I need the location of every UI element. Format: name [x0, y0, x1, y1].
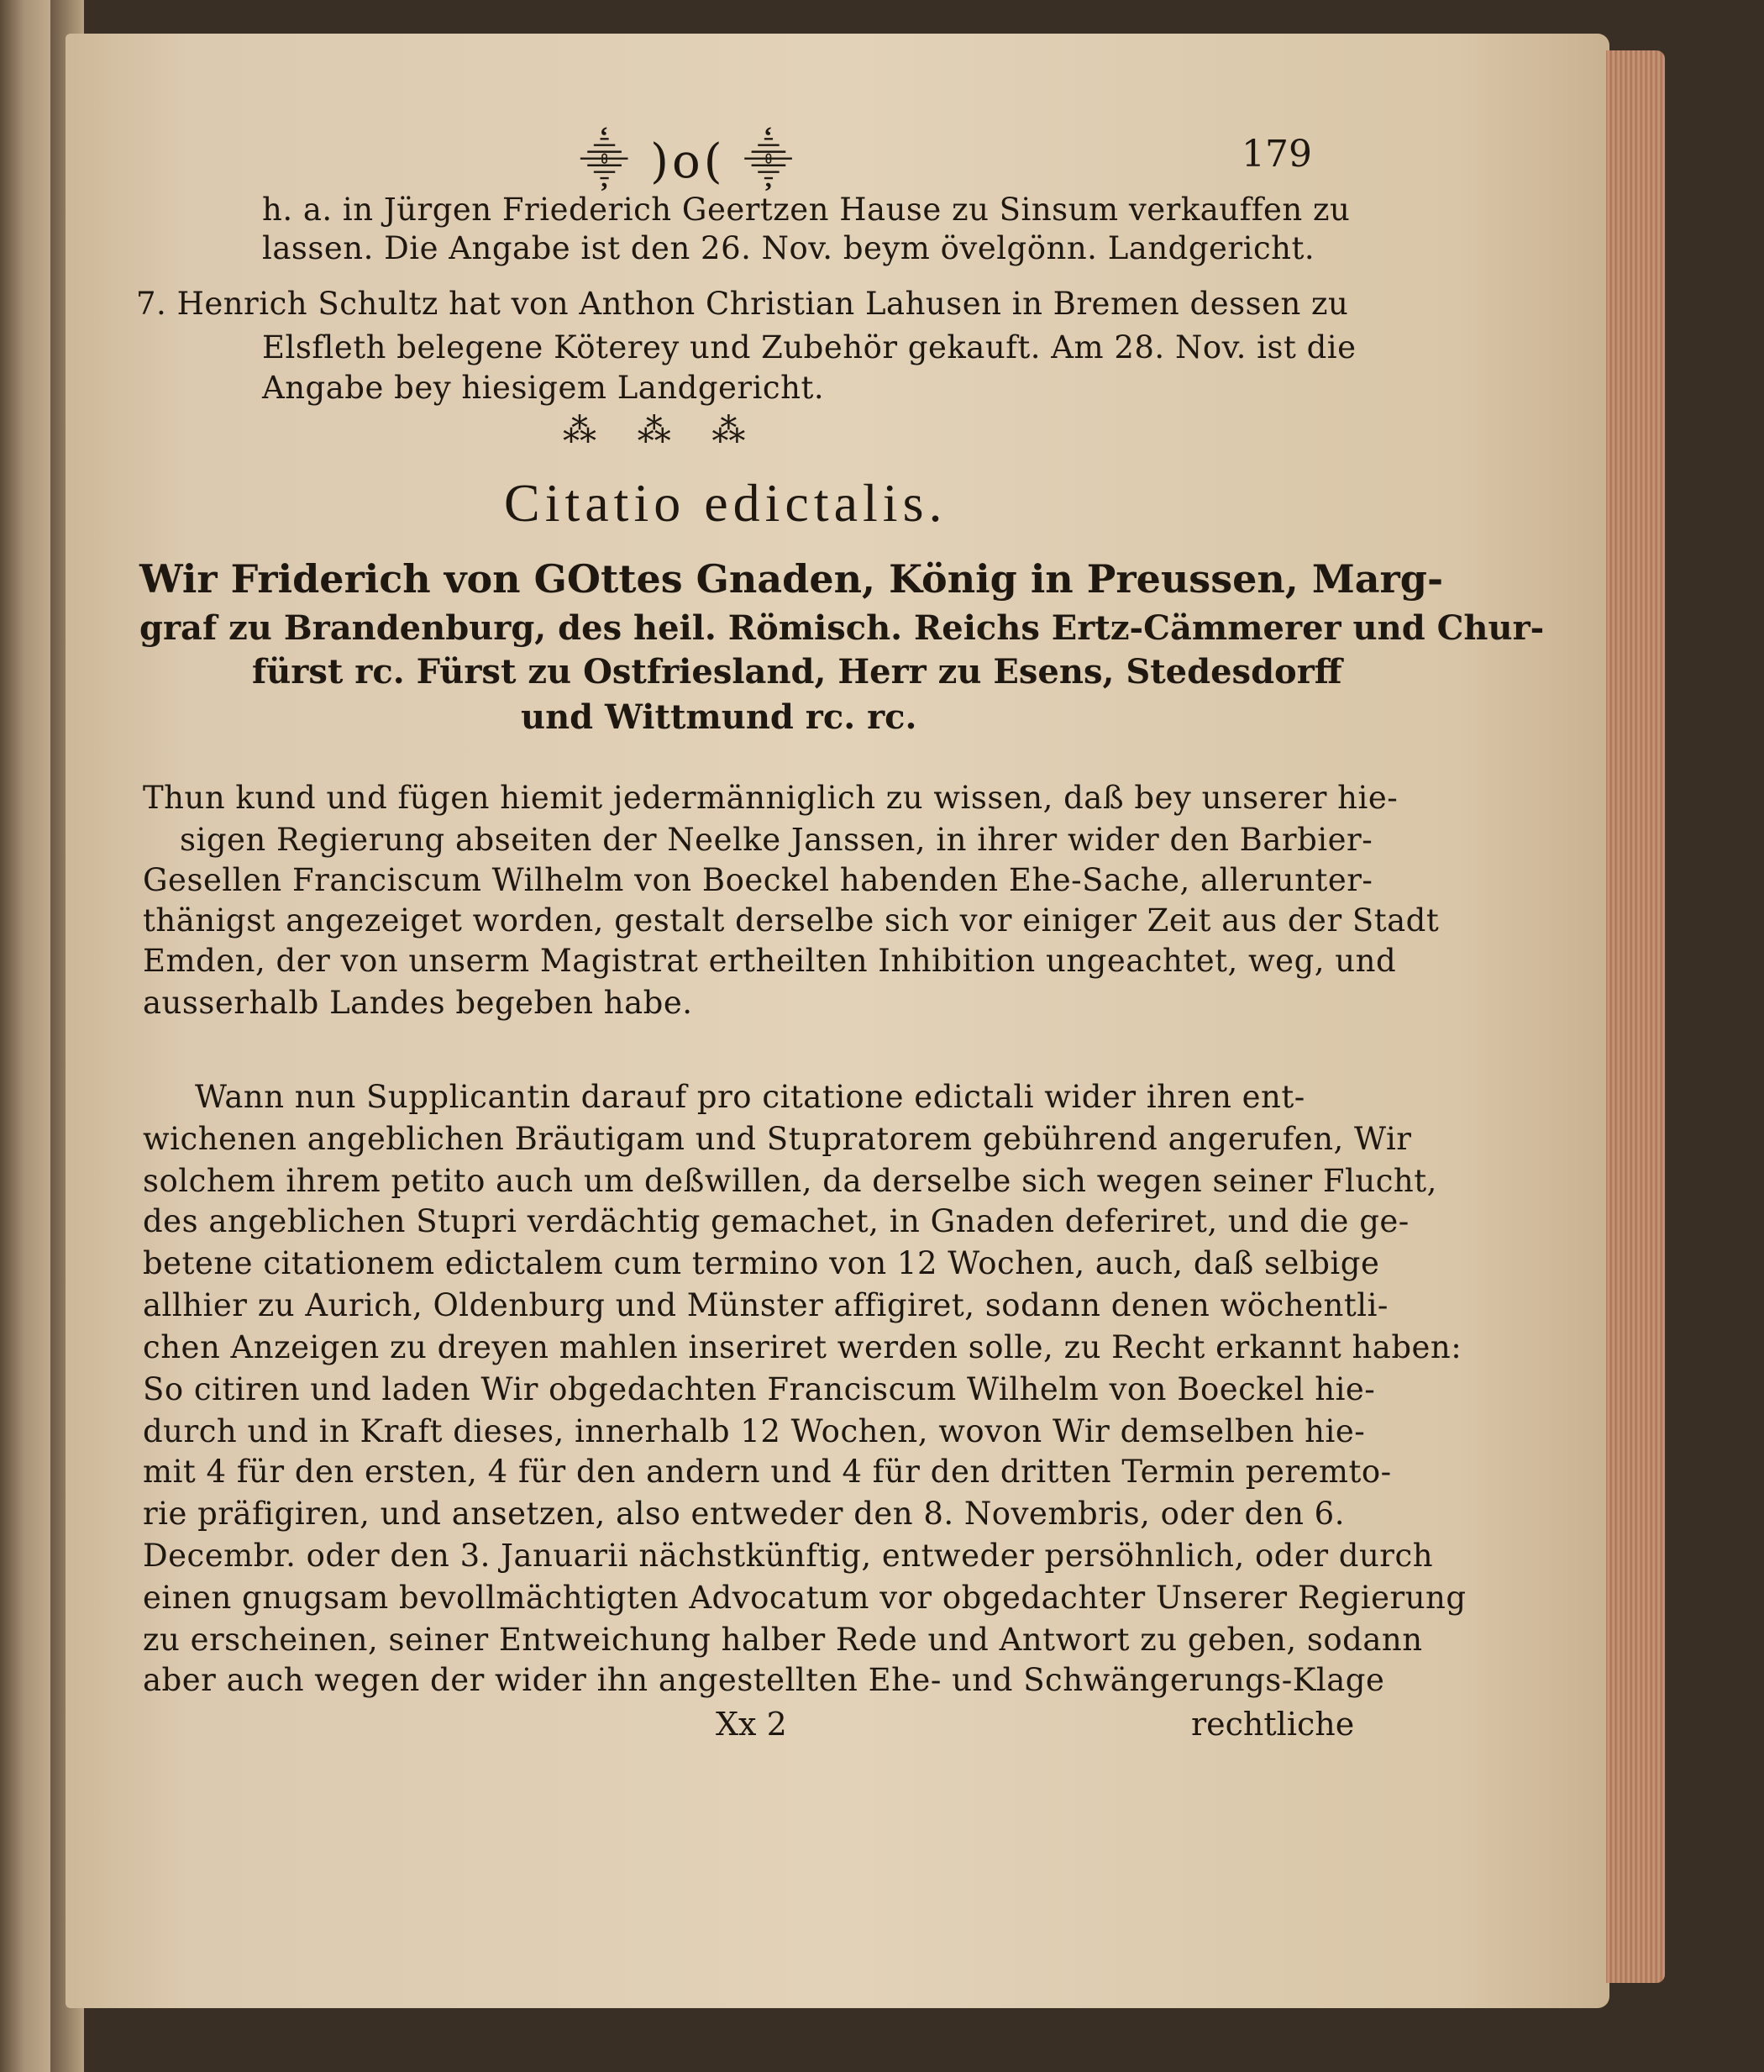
decree-heading-line: fürst rc. Fürst zu Ostfriesland, Herr zu Esens, Stedesdorff: [252, 652, 1342, 692]
asterism-separator: ⁂ ⁂ ⁂: [563, 412, 761, 450]
decree-heading-line: Wir Friderich von GOttes Gnaden, König in Preussen, Marg-: [139, 556, 1444, 602]
paragraph-line: rie präfigiren, und ansetzen, also entweder den 8. Novembris, oder den 6.: [143, 1496, 1345, 1532]
signature-mark: Xx 2: [716, 1706, 787, 1743]
page-number: 179: [1242, 133, 1312, 176]
paragraph-line: des angeblichen Stupri verdächtig gemachet, in Gnaden deferiret, und die ge-: [143, 1203, 1410, 1239]
paragraph-line: Decembr. oder den 3. Januarii nächstkünftig, entweder persöhnlich, oder durch: [143, 1538, 1434, 1574]
paragraph-line: mit 4 für den ersten, 4 für den andern und 4 für den dritten Termin peremto-: [143, 1454, 1392, 1490]
paragraph-line: thänigst angezeiget worden, gestalt derselbe sich vor einiger Zeit aus der Stadt: [143, 902, 1440, 939]
paragraph-line: solchem ihrem petito auch um deßwillen, da derselbe sich wegen seiner Flucht,: [143, 1163, 1437, 1199]
paragraph-line: chen Anzeigen zu dreyen mahlen inseriret werden solle, zu Recht erkannt haben:: [143, 1329, 1462, 1365]
header-ornament: ⸎ )o( ⸎: [580, 134, 796, 189]
paragraph-line: zu erscheinen, seiner Entweichung halber Rede und Antwort zu geben, sodann: [143, 1622, 1423, 1658]
entry-line: 7. Henrich Schultz hat von Anthon Christian Lahusen in Bremen dessen zu: [136, 286, 1349, 322]
decree-heading-line: und Wittmund rc. rc.: [521, 697, 917, 737]
paragraph-line: Wann nun Supplicantin darauf pro citatione edictali wider ihren ent-: [195, 1079, 1305, 1115]
decree-heading-line: graf zu Brandenburg, des heil. Römisch. Reichs Ertz-Cämmerer und Chur-: [139, 608, 1545, 648]
paragraph-line: wichenen angeblichen Bräutigam und Stupratorem gebührend angerufen, Wir: [143, 1121, 1412, 1157]
paragraph-line: ausserhalb Landes begeben habe.: [143, 985, 693, 1021]
paragraph-line: Gesellen Franciscum Wilhelm von Boeckel habenden Ehe-Sache, allerunter-: [143, 862, 1373, 898]
catchword: rechtliche: [1191, 1706, 1355, 1743]
paragraph-line: So citiren und laden Wir obgedachten Franciscum Wilhelm von Boeckel hie-: [143, 1371, 1376, 1407]
section-title: Citatio edictalis.: [504, 473, 948, 533]
page-block-edge: [1606, 50, 1665, 1983]
paragraph-line: einen gnugsam bevollmächtigten Advocatum vor obgedachter Unserer Regierung: [143, 1580, 1467, 1616]
paragraph-line: durch und in Kraft dieses, innerhalb 12 Wochen, wovon Wir demselben hie-: [143, 1413, 1366, 1449]
entry-line: lassen. Die Angabe ist den 26. Nov. beym övelgönn. Landgericht.: [262, 230, 1315, 266]
entry-line: Elsfleth belegene Köterey und Zubehör gekauft. Am 28. Nov. ist die: [262, 329, 1357, 365]
paragraph-line: Thun kund und fügen hiemit jedermänniglich zu wissen, daß bey unserer hie-: [143, 780, 1399, 816]
entry-line: Angabe bey hiesigem Landgericht.: [262, 370, 825, 406]
paragraph-line: sigen Regierung abseiten der Neelke Janssen, in ihrer wider den Barbier-: [180, 822, 1373, 858]
paragraph-line: Emden, der von unserm Magistrat ertheilten Inhibition ungeachtet, weg, und: [143, 943, 1397, 979]
paragraph-line: aber auch wegen der wider ihn angestellten Ehe- und Schwängerungs-Klage: [143, 1662, 1385, 1698]
entry-line: h. a. in Jürgen Friederich Geertzen Hause zu Sinsum verkauffen zu: [262, 192, 1351, 228]
paragraph-line: betene citationem edictalem cum termino von 12 Wochen, auch, daß selbige: [143, 1245, 1380, 1281]
paragraph-line: allhier zu Aurich, Oldenburg und Münster affigiret, sodann denen wöchentli-: [143, 1287, 1389, 1323]
